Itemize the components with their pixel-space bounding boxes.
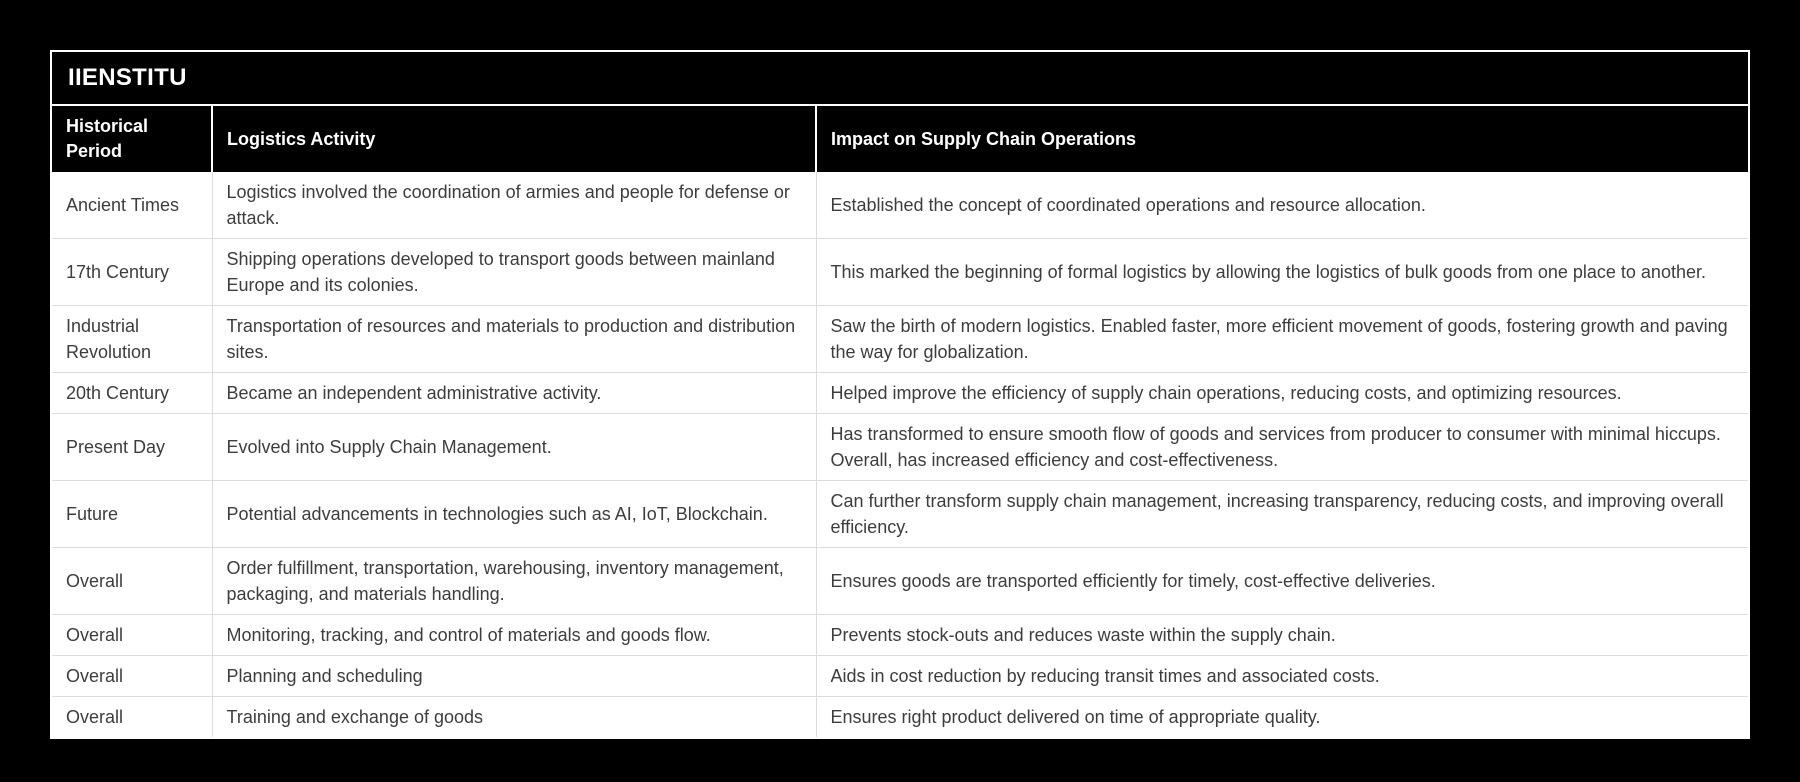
cell-historical-period: Future: [52, 481, 212, 548]
cell-logistics-activity: Order fulfillment, transportation, warehousing, inventory management, packaging, and materials handling.: [212, 548, 816, 615]
cell-historical-period: Industrial Revolution: [52, 306, 212, 373]
table-row: [52, 373, 1748, 414]
header-row: [52, 106, 1748, 172]
table-row: [52, 172, 1748, 239]
cell-impact: Prevents stock-outs and reduces waste within the supply chain.: [816, 615, 1748, 656]
table-row: [52, 548, 1748, 615]
cell-impact: Aids in cost reduction by reducing transit times and associated costs.: [816, 656, 1748, 697]
table-row: [52, 481, 1748, 548]
table-header: [52, 106, 1748, 172]
table-row: [52, 615, 1748, 656]
cell-historical-period: Overall: [52, 697, 212, 738]
cell-logistics-activity: Training and exchange of goods: [212, 697, 816, 738]
cell-logistics-activity: Evolved into Supply Chain Management.: [212, 414, 816, 481]
cell-historical-period: Present Day: [52, 414, 212, 481]
cell-impact: Established the concept of coordinated operations and resource allocation.: [816, 172, 1748, 239]
cell-logistics-activity: Shipping operations developed to transport goods between mainland Europe and its colonies.: [212, 239, 816, 306]
column-header-logistics-activity: Logistics Activity: [212, 106, 816, 172]
cell-historical-period: Overall: [52, 656, 212, 697]
column-header-historical-period: Historical Period: [52, 106, 212, 172]
cell-impact: Helped improve the efficiency of supply chain operations, reducing costs, and optimizing resources.: [816, 373, 1748, 414]
history-table: [52, 106, 1748, 737]
cell-logistics-activity: Transportation of resources and materials to production and distribution sites.: [212, 306, 816, 373]
cell-logistics-activity: Monitoring, tracking, and control of materials and goods flow.: [212, 615, 816, 656]
table-card: [50, 50, 1750, 739]
cell-logistics-activity: Logistics involved the coordination of armies and people for defense or attack.: [212, 172, 816, 239]
table-row: [52, 656, 1748, 697]
cell-impact: This marked the beginning of formal logistics by allowing the logistics of bulk goods from one place to another.: [816, 239, 1748, 306]
table-row: [52, 414, 1748, 481]
cell-impact: Can further transform supply chain management, increasing transparency, reducing costs, and improving overall efficiency.: [816, 481, 1748, 548]
table-row: [52, 239, 1748, 306]
cell-historical-period: 20th Century: [52, 373, 212, 414]
cell-logistics-activity: Potential advancements in technologies such as AI, IoT, Blockchain.: [212, 481, 816, 548]
cell-historical-period: Overall: [52, 615, 212, 656]
cell-impact: Saw the birth of modern logistics. Enabled faster, more efficient movement of goods, fostering growth and paving the way for globalization.: [816, 306, 1748, 373]
table-body: [52, 172, 1748, 737]
page-title: IIENSTITU: [52, 52, 1748, 106]
cell-impact: Has transformed to ensure smooth flow of goods and services from producer to consumer with minimal hiccups. Overall, has increased efficiency and cost-effectiveness.: [816, 414, 1748, 481]
cell-historical-period: 17th Century: [52, 239, 212, 306]
table-row: [52, 697, 1748, 738]
cell-logistics-activity: Became an independent administrative activity.: [212, 373, 816, 414]
cell-historical-period: Ancient Times: [52, 172, 212, 239]
table-row: [52, 306, 1748, 373]
cell-logistics-activity: Planning and scheduling: [212, 656, 816, 697]
cell-historical-period: Overall: [52, 548, 212, 615]
cell-impact: Ensures right product delivered on time of appropriate quality.: [816, 697, 1748, 738]
cell-impact: Ensures goods are transported efficiently for timely, cost-effective deliveries.: [816, 548, 1748, 615]
column-header-impact: Impact on Supply Chain Operations: [816, 106, 1748, 172]
